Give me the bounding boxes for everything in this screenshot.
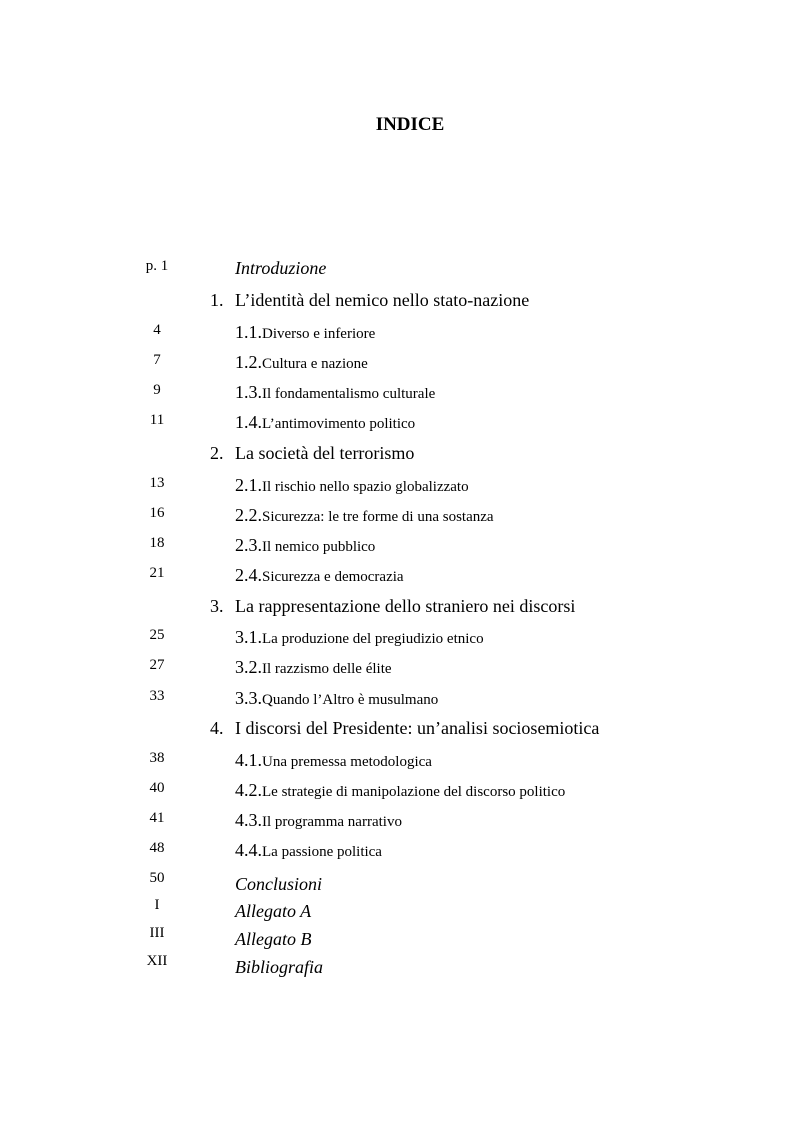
- page-number: 50: [149, 870, 165, 886]
- page-number: 48: [149, 840, 165, 856]
- section-number: 1.2.: [235, 352, 262, 372]
- toc-section[interactable]: [0, 627, 793, 657]
- page-number: 27: [149, 657, 165, 673]
- page-title: INDICE: [375, 114, 445, 135]
- section-number: 3.1.: [235, 627, 262, 647]
- page-number: 21: [149, 565, 165, 581]
- toc-intro[interactable]: [0, 258, 793, 288]
- section-number: 3.3.: [235, 688, 262, 708]
- entry-title: Allegato A: [235, 901, 312, 921]
- chapter-number: 3.: [210, 596, 224, 616]
- chapter-number: 4.: [210, 718, 224, 738]
- page-number: 33: [149, 688, 165, 704]
- toc-section[interactable]: [0, 688, 793, 718]
- toc-section[interactable]: [0, 657, 793, 687]
- section-number: 2.2.: [235, 505, 262, 525]
- section-title: Il razzismo delle élite: [262, 661, 392, 677]
- section-title: Cultura e nazione: [262, 356, 368, 372]
- chapter-title: L’identità del nemico nello stato-nazione: [235, 290, 530, 310]
- entry-title: Bibliografia: [235, 957, 324, 977]
- entry-title: Conclusioni: [235, 874, 323, 894]
- toc-section[interactable]: [0, 322, 793, 352]
- section-number: 4.3.: [235, 810, 262, 830]
- page-number: XII: [146, 953, 168, 969]
- section-title: Le strategie di manipolazione del discorso politico: [262, 784, 566, 800]
- toc-chapter[interactable]: [0, 718, 793, 748]
- toc-section[interactable]: [0, 352, 793, 382]
- toc-section[interactable]: [0, 382, 793, 412]
- section-title: Quando l’Altro è musulmano: [262, 692, 439, 708]
- page-number: 11: [149, 412, 165, 428]
- section-number: 4.4.: [235, 840, 262, 860]
- toc-chapter[interactable]: [0, 443, 793, 473]
- page-number: 7: [153, 352, 161, 368]
- section-number: 2.3.: [235, 535, 262, 555]
- chapter-title: La rappresentazione dello straniero nei discorsi: [235, 596, 576, 616]
- entry-title: Allegato B: [235, 929, 312, 949]
- page-number: 41: [149, 810, 165, 826]
- page-number: 25: [149, 627, 165, 643]
- section-number: 4.1.: [235, 750, 262, 770]
- section-title: Il rischio nello spazio globalizzato: [262, 479, 469, 495]
- section-title: Il nemico pubblico: [262, 539, 376, 555]
- toc-section[interactable]: [0, 475, 793, 505]
- chapter-number: 2.: [210, 443, 224, 463]
- section-title: Sicurezza e democrazia: [262, 569, 404, 585]
- toc-chapter[interactable]: [0, 290, 793, 320]
- toc-bibliography[interactable]: [0, 953, 793, 987]
- page-number: 13: [149, 475, 165, 491]
- toc-chapter[interactable]: [0, 596, 793, 626]
- chapter-number: 1.: [210, 290, 224, 310]
- toc-section[interactable]: [0, 780, 793, 810]
- toc-section[interactable]: [0, 505, 793, 535]
- toc-section[interactable]: [0, 750, 793, 780]
- toc-section[interactable]: [0, 840, 793, 870]
- section-number: 1.1.: [235, 322, 262, 342]
- page-number: 9: [153, 382, 161, 398]
- chapter-title: La società del terrorismo: [235, 443, 415, 463]
- section-title: Il fondamentalismo culturale: [262, 386, 436, 402]
- toc-section[interactable]: [0, 810, 793, 840]
- section-title: Una premessa metodologica: [262, 754, 432, 770]
- section-number: 1.3.: [235, 382, 262, 402]
- toc-conclusions[interactable]: [0, 870, 793, 904]
- page-number: 4: [153, 322, 161, 338]
- section-title: L’antimovimento politico: [262, 416, 416, 432]
- section-number: 2.1.: [235, 475, 262, 495]
- section-title: La produzione del pregiudizio etnico: [262, 631, 484, 647]
- section-title: Sicurezza: le tre forme di una sostanza: [262, 509, 494, 525]
- page-number: 38: [149, 750, 165, 766]
- page-number: p. 1: [145, 258, 169, 274]
- section-number: 4.2.: [235, 780, 262, 800]
- entry-title: Introduzione: [235, 258, 327, 278]
- page-number: 16: [149, 505, 165, 521]
- page-number: 18: [149, 535, 165, 551]
- toc-section[interactable]: [0, 412, 793, 442]
- section-title: La passione politica: [262, 844, 382, 860]
- chapter-title: I discorsi del Presidente: un’analisi sociosemiotica: [235, 718, 600, 738]
- page-number: III: [149, 925, 165, 941]
- section-number: 1.4.: [235, 412, 262, 432]
- page-number: I: [154, 897, 160, 913]
- toc-section[interactable]: [0, 565, 793, 595]
- section-number: 3.2.: [235, 657, 262, 677]
- section-title: Il programma narrativo: [262, 814, 402, 830]
- toc-appendix-a[interactable]: [0, 897, 793, 931]
- section-number: 2.4.: [235, 565, 262, 585]
- toc-appendix-b[interactable]: [0, 925, 793, 959]
- toc-section[interactable]: [0, 535, 793, 565]
- page-number: 40: [149, 780, 165, 796]
- section-title: Diverso e inferiore: [262, 326, 376, 342]
